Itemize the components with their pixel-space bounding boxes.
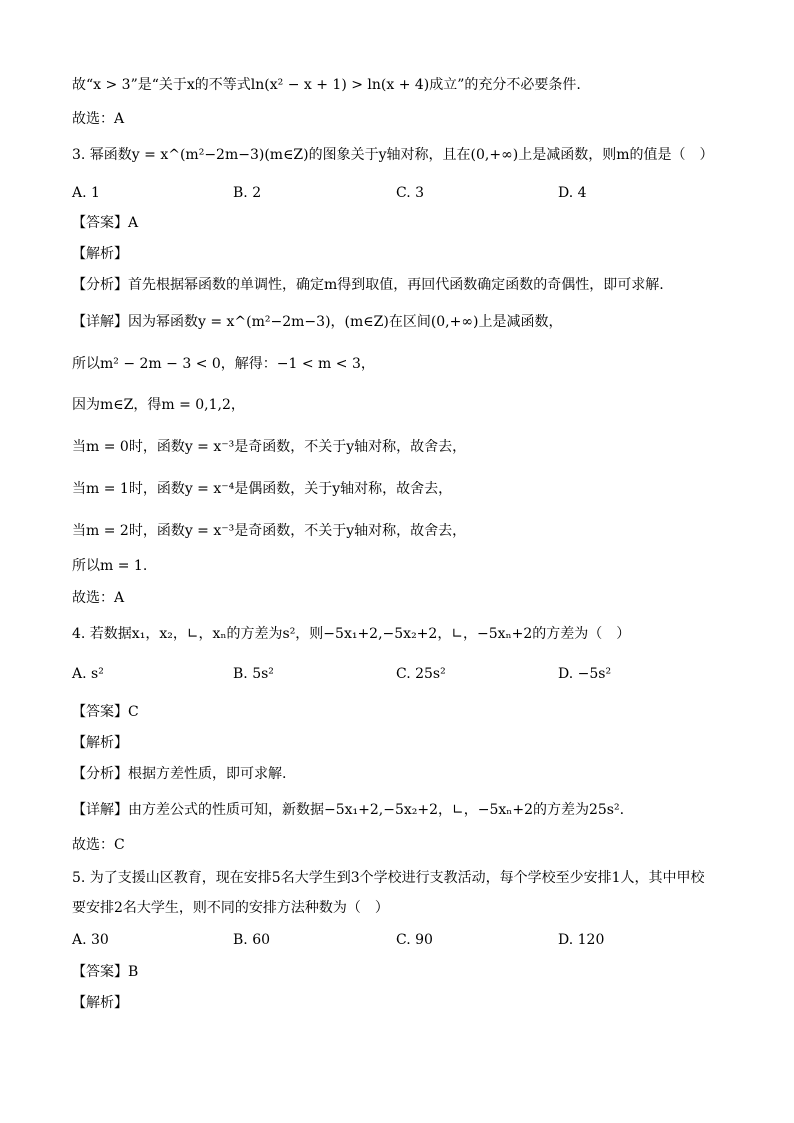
q4-analysis: 【分析】根据方差性质，即可求解.	[72, 766, 287, 782]
q4-answer: 【答案】C	[72, 704, 139, 720]
question-3: 3. 幂函数y = x^(m²−2m−3)(m∈Z)的图象关于y轴对称，且在(0,+∞)上是减函数，则m的值是（ ）	[72, 147, 714, 163]
question-4: 4. 若数据x₁，x₂，∟，xₙ的方差为s²，则−5x₁+2,−5x₂+2，∟，−5xₙ+2的方差为（ ）	[72, 626, 631, 642]
q3-step-3: 当m = 0时，函数y = x⁻³是奇函数，不关于y轴对称，故舍去，	[72, 439, 467, 455]
answer-choice-line: 故选：A	[72, 111, 125, 127]
q5-option-d: D. 120	[558, 932, 605, 948]
q4-jiexi-heading: 【解析】	[72, 735, 128, 751]
conclusion-line: 故“x > 3”是“关于x的不等式ln(x² − x + 1) > ln(x + 4)成立”的充分不必要条件.	[72, 77, 581, 93]
q3-step-4: 当m = 1时，函数y = x⁻⁴是偶函数，关于y轴对称，故舍去，	[72, 481, 453, 497]
q3-step-1: 所以m² − 2m − 3 < 0，解得：−1 < m < 3，	[72, 356, 375, 372]
q4-detail: 【详解】由方差公式的性质可知，新数据−5x₁+2,−5x₂+2，∟，−5xₙ+2的方差为25s².	[72, 802, 625, 818]
q4-option-c: C. 25s²	[396, 666, 446, 682]
q3-step-2: 因为m∈Z，得m = 0,1,2，	[72, 397, 245, 413]
q4-option-a: A. s²	[72, 666, 104, 682]
q5-option-a: A. 30	[72, 932, 109, 948]
q3-step-6: 所以m = 1.	[72, 558, 148, 574]
q5-option-c: C. 90	[396, 932, 433, 948]
q4-choice: 故选：C	[72, 837, 125, 853]
q3-option-c: C. 3	[396, 185, 425, 201]
q3-option-a: A. 1	[72, 185, 100, 201]
q3-choice: 故选：A	[72, 590, 125, 606]
q3-option-d: D. 4	[558, 185, 587, 201]
q4-option-d: D. −5s²	[558, 666, 612, 682]
q3-detail: 【详解】因为幂函数y = x^(m²−2m−3)，(m∈Z)在区间(0,+∞)上是减函数，	[72, 314, 563, 330]
q5-answer: 【答案】B	[72, 964, 139, 980]
q5-option-b: B. 60	[233, 932, 271, 948]
q3-option-b: B. 2	[233, 185, 262, 201]
q3-analysis: 【分析】首先根据幂函数的单调性，确定m得到取值，再回代函数确定函数的奇偶性，即可求解.	[72, 277, 664, 293]
q3-jiexi-heading: 【解析】	[72, 246, 128, 262]
q3-step-5: 当m = 2时，函数y = x⁻³是奇函数，不关于y轴对称，故舍去，	[72, 523, 467, 539]
question-5-line-1: 5. 为了支援山区教育，现在安排5名大学生到3个学校进行支教活动，每个学校至少安排1人，其中甲校	[72, 870, 705, 886]
q4-option-b: B. 5s²	[233, 666, 274, 682]
q3-answer: 【答案】A	[72, 215, 139, 231]
question-5-line-2: 要安排2名大学生，则不同的安排方法种数为（ ）	[72, 900, 389, 916]
q5-jiexi-heading: 【解析】	[72, 995, 128, 1011]
